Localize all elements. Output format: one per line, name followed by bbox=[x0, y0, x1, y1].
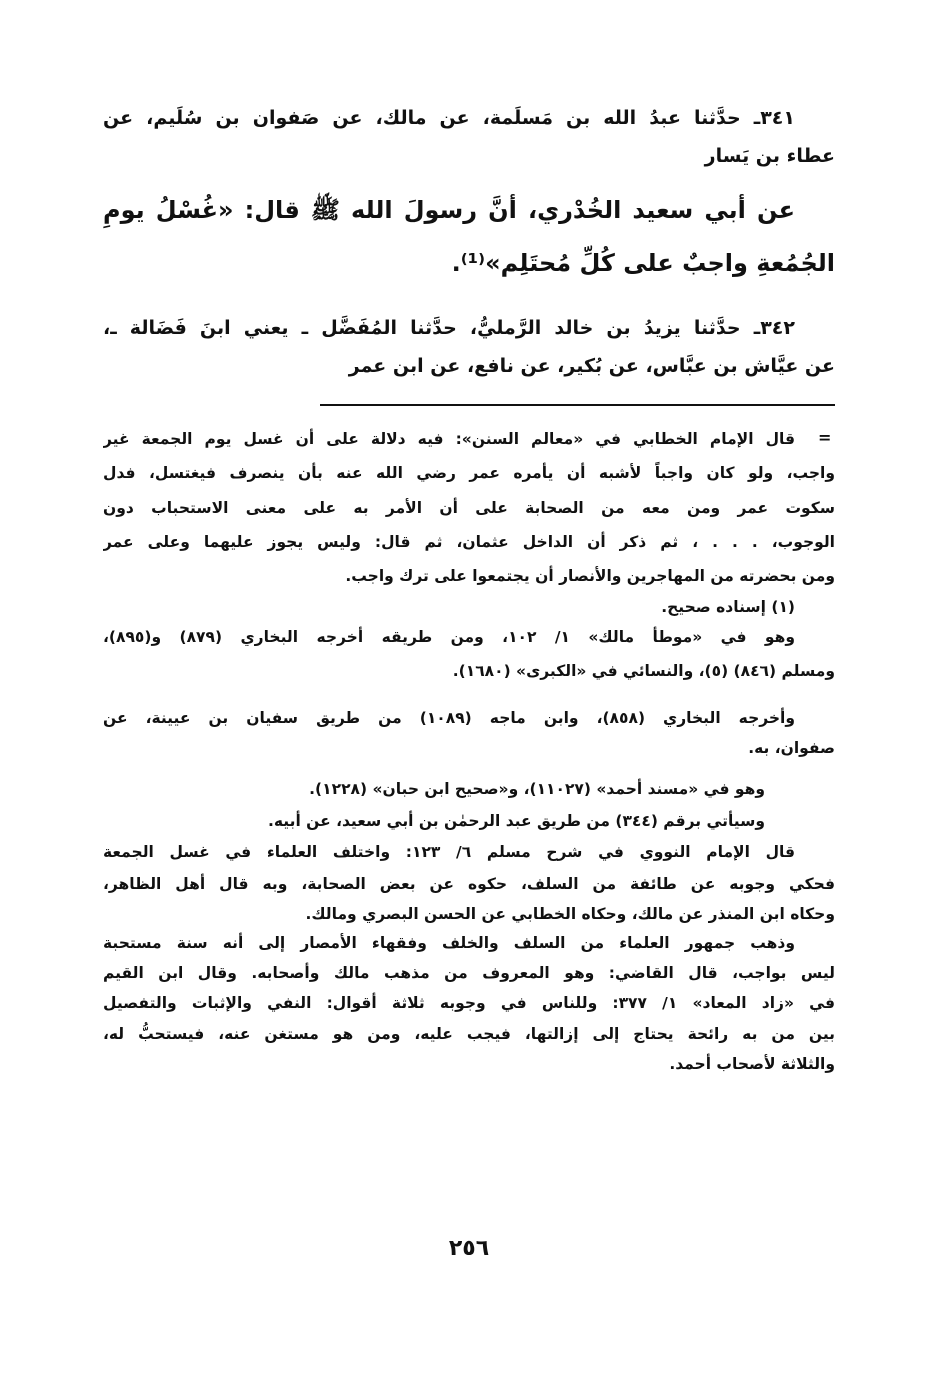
page-number: ٢٥٦ bbox=[448, 1236, 490, 1261]
footnote-line: صفوان، به. bbox=[748, 739, 835, 757]
footnote-separator bbox=[320, 404, 835, 406]
footnote-line: واجب، ولو كان واجباً لأشبه أن يأمره عمر رضي الله عنه بأن ينصرف فيغتسل، فدل bbox=[103, 464, 835, 482]
hadith-342-line-2: عن عيَّاش بن عبَّاس، عن بُكير، عن نافع، عن ابن عمر bbox=[348, 355, 835, 377]
footnote-line: وهو في «موطأ مالك» ١/ ١٠٢، ومن طريقه أخرجه البخاري (٨٧٩) و(٨٩٥)، bbox=[103, 628, 796, 646]
footnote-line: فحكي وجوبه عن طائفة من السلف، حكوه عن بعض الصحابة، وبه قال أهل الظاهر، bbox=[103, 875, 835, 893]
footnote-line: ليس بواجب، قال القاضي: وهو المعروف من مذهب مالك وأصحابه. وقال ابن القيم bbox=[103, 964, 835, 982]
footnote-line: بين من به رائحة يحتاج إلى إزالتها، فيجب عليه، ومن هو مستغن عنه، فيستحبُّ له، bbox=[103, 1025, 835, 1043]
hadith-341-line-2: عطاء بن يَسار bbox=[704, 145, 835, 167]
footnote-line: ومسلم (٨٤٦) (٥)، والنسائي في «الكبرى» (١٦٨٠). bbox=[452, 662, 835, 680]
footnote-line: والثلاثة لأصحاب أحمد. bbox=[669, 1055, 835, 1073]
footnote-line: وحكاه ابن المنذر عن مالك، وحكاه الخطابي عن الحسن البصري ومالك. bbox=[305, 905, 835, 923]
footnote-line: سكوت عمر ومن معه من الصحابة على أن الأمر به على معنى الاستحباب دون bbox=[103, 499, 835, 517]
footnote-line: ومن بحضرته من المهاجرين والأنصار أن يجتمعوا على ترك واجب. bbox=[345, 567, 835, 585]
footnote-line: في «زاد المعاد» ١/ ٣٧٧: وللناس في وجوبه ثلاثة أقوال: النفي والإثبات والتفصيل bbox=[103, 994, 835, 1012]
footnote-line: وذهب جمهور العلماء من السلف والخلف وفقهاء الأمصار إلى أنه سنة مستحبة bbox=[103, 934, 795, 952]
footnote-line: وأخرجه البخاري (٨٥٨)، وابن ماجه (١٠٨٩) من طريق سفيان بن عيينة، عن bbox=[103, 709, 796, 727]
footnote-line: قال الإمام النووي في شرح مسلم ٦/ ١٢٣: واختلف العلماء في غسل الجمعة bbox=[103, 843, 795, 861]
footnote-line: وهو في «مسند أحمد» (١١٠٢٧)، و«صحيح ابن حبان» (١٢٢٨). bbox=[309, 780, 765, 798]
hadith-341-line-1: ٣٤١ـ حدَّثنا عبدُ الله بن مَسلَمة، عن مالك، عن صَفوان بن سُلَيم، عن bbox=[103, 107, 795, 129]
footnote-line: قال الإمام الخطابي في «معالم السنن»: فيه دلالة على أن غسل يوم الجمعة غير bbox=[103, 430, 795, 448]
continuation-mark: = bbox=[818, 428, 832, 447]
matn-341-line-2: الجُمُعةِ واجبٌ على كُلِّ مُحتَلِم»⁽¹⁾. bbox=[451, 249, 835, 277]
footnote-line: وسيأتي برقم (٣٤٤) من طريق عبد الرحمٰن بن أبي سعيد، عن أبيه. bbox=[268, 812, 765, 830]
footnote-line: (١) إسناده صحيح. bbox=[661, 598, 795, 616]
hadith-342-line-1: ٣٤٢ـ حدَّثنا يزيدُ بن خالد الرَّمليُّ، حدَّثنا المُفَضَّل ـ يعني ابنَ فَضَالة ـ، bbox=[103, 317, 795, 339]
footnote-line: الوجوب، . . . ، ثم ذكر أن الداخل عثمان، ثم قال: وليس يجوز عليهما وعلى عمر bbox=[103, 533, 835, 551]
matn-341-line-1: عن أبي سعيد الخُدْري، أنَّ رسولَ الله ﷺ قال: «غُسْلُ يومِ bbox=[103, 196, 795, 224]
